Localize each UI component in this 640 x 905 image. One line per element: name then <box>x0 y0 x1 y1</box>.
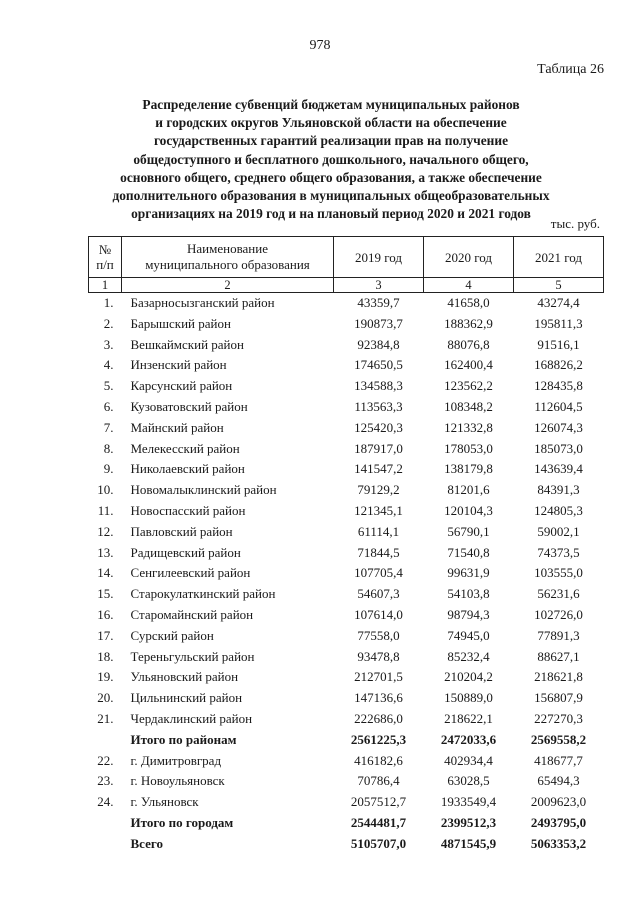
table-label: Таблица 26 <box>537 62 604 77</box>
row-number: 5. <box>103 378 114 394</box>
row-name: Новоспасский район <box>130 502 246 518</box>
row-number: 21. <box>97 710 114 726</box>
row-number: 23. <box>97 773 114 789</box>
row-name: Старокулаткинский район <box>130 586 276 602</box>
value-2021: 84391,3 <box>537 482 580 498</box>
value-2021: 103555,0 <box>534 565 583 581</box>
row-name: Майнский район <box>130 419 224 435</box>
value-2019: 70786,4 <box>357 773 400 789</box>
table-row <box>89 771 604 792</box>
value-2021: 227270,3 <box>534 710 583 726</box>
value-2019: 54607,3 <box>357 586 400 602</box>
value-2019: 77558,0 <box>357 627 400 643</box>
table-row <box>89 480 604 501</box>
value-2019: 43359,7 <box>357 295 400 310</box>
header-2020: 2020 год <box>424 237 514 278</box>
value-2020: 188362,9 <box>444 315 493 331</box>
value-2019: 79129,2 <box>357 482 400 498</box>
row-number <box>89 834 122 855</box>
value-2020: 162400,4 <box>444 357 493 373</box>
value-2021: 124805,3 <box>534 502 583 518</box>
value-2019: 107705,4 <box>354 565 403 581</box>
value-2021: 143639,4 <box>534 461 583 477</box>
value-2020: 81201,6 <box>447 482 490 498</box>
value-2021: 128435,8 <box>534 378 583 394</box>
row-number: 9. <box>103 461 114 477</box>
header-2021: 2021 год <box>514 237 604 278</box>
row-name: Мелекесский район <box>130 440 240 456</box>
table-body <box>89 293 604 855</box>
row-name: Чердаклинский район <box>130 710 253 726</box>
row-name: Павловский район <box>130 523 233 539</box>
title-line: общедоступного и бесплатного дошкольного, начального общего, <box>133 151 529 167</box>
table-row <box>89 563 604 584</box>
table-row <box>89 688 604 709</box>
header-2019: 2019 год <box>334 237 424 278</box>
table-row <box>89 418 604 439</box>
document-title <box>100 96 562 223</box>
value-2020: 99631,9 <box>447 565 490 581</box>
column-index: 3 <box>334 278 424 293</box>
value-2020: 85232,4 <box>447 648 490 664</box>
value-2021: 43274,4 <box>537 295 580 310</box>
value-2020: 63028,5 <box>447 773 490 789</box>
total-row <box>89 813 604 834</box>
row-number: 3. <box>103 336 114 352</box>
value-2020: 210204,2 <box>444 669 493 685</box>
value-2020: 120104,3 <box>444 502 493 518</box>
value-2020: 56790,1 <box>447 523 490 539</box>
subventions-table <box>88 236 604 855</box>
row-name: Сенгилеевский район <box>130 565 251 581</box>
row-name: Старомайнский район <box>130 606 254 622</box>
value-2020: 71540,8 <box>447 544 490 560</box>
value-2019: 416182,6 <box>354 752 403 768</box>
column-index: 2 <box>122 278 334 293</box>
value-2020: 123562,2 <box>444 378 493 394</box>
row-number: 6. <box>103 398 114 414</box>
row-name: Инзенский район <box>130 357 227 373</box>
value-2020: 178053,0 <box>444 440 493 456</box>
value-2019: 190873,7 <box>354 315 403 331</box>
row-number: 18. <box>97 648 114 664</box>
row-name: Николаевский район <box>130 461 245 477</box>
title-line: основного общего, среднего общего образования, а также обеспечение <box>120 169 542 185</box>
value-2019: 5105707,0 <box>350 835 407 851</box>
value-2020: 98794,3 <box>447 606 490 622</box>
row-number: 4. <box>103 357 114 373</box>
table-row <box>89 584 604 605</box>
value-2019: 107614,0 <box>354 606 403 622</box>
column-index: 5 <box>514 278 604 293</box>
value-2021: 59002,1 <box>537 523 580 539</box>
row-name: Кузоватовский район <box>130 398 248 414</box>
value-2021: 168826,2 <box>534 357 583 373</box>
value-2019: 134588,3 <box>354 378 403 394</box>
row-name: г. Димитровград <box>130 752 222 768</box>
table-row <box>89 667 604 688</box>
title-line: государственных гарантий реализации прав на получение <box>153 133 509 149</box>
row-number: 10. <box>97 482 114 498</box>
title-line: и городских округов Ульяновской области на обеспечение <box>155 115 507 131</box>
value-2020: 108348,2 <box>444 398 493 414</box>
column-index-row <box>89 278 604 293</box>
row-name: г. Ульяновск <box>130 794 199 810</box>
value-2019: 93478,8 <box>357 648 400 664</box>
row-number <box>89 730 122 751</box>
value-2020: 150889,0 <box>444 690 493 706</box>
row-number: 20. <box>97 690 114 706</box>
row-number: 7. <box>103 419 114 435</box>
row-number: 16. <box>97 606 114 622</box>
total-row <box>89 730 604 751</box>
row-name: Итого по районам <box>130 731 237 747</box>
row-number: 11. <box>97 502 114 518</box>
value-2021: 77891,3 <box>537 627 580 643</box>
row-number: 8. <box>103 440 114 456</box>
value-2019: 2544481,7 <box>350 814 407 830</box>
table-row <box>89 605 604 626</box>
value-2019: 2561225,3 <box>350 731 407 747</box>
value-2020: 74945,0 <box>447 627 490 643</box>
value-2019: 2057512,7 <box>350 794 407 810</box>
total-row <box>89 834 604 855</box>
value-2020: 41658,0 <box>447 295 490 310</box>
value-2020: 4871545,9 <box>440 835 497 851</box>
title-line: Распределение субвенций бюджетам муниципальных районов <box>142 97 520 112</box>
table-row <box>89 501 604 522</box>
value-2019: 61114,1 <box>357 523 400 539</box>
value-2020: 138179,8 <box>444 461 493 477</box>
row-number: 14. <box>97 565 114 581</box>
value-2019: 212701,5 <box>354 669 403 685</box>
value-2021: 112604,5 <box>534 398 583 414</box>
value-2021: 88627,1 <box>537 648 580 664</box>
value-2021: 218621,8 <box>534 669 583 685</box>
value-2020: 1933549,4 <box>440 794 497 810</box>
header-name <box>122 237 334 278</box>
row-name: Базарносызганский район <box>130 295 275 310</box>
column-index: 1 <box>89 278 122 293</box>
header-num-line: п/п <box>96 257 114 272</box>
table-row <box>89 647 604 668</box>
row-name: Новомалыклинский район <box>130 482 277 498</box>
row-name: Сурский район <box>130 627 214 643</box>
table-row <box>89 751 604 772</box>
table-row <box>89 293 604 314</box>
table-row <box>89 459 604 480</box>
value-2019: 147136,6 <box>354 690 403 706</box>
row-number: 15. <box>97 586 114 602</box>
row-number: 2. <box>103 315 114 331</box>
row-name: Ульяновский район <box>130 669 239 685</box>
value-2021: 418677,7 <box>534 752 583 768</box>
value-2020: 2472033,6 <box>440 731 497 747</box>
table-row <box>89 709 604 730</box>
row-name: Тереньгульский район <box>130 648 255 664</box>
row-name: Цильнинский район <box>130 690 243 706</box>
row-number: 24. <box>97 794 114 810</box>
table-row <box>89 397 604 418</box>
table-row <box>89 314 604 335</box>
value-2020: 121332,8 <box>444 419 493 435</box>
header-row <box>89 237 604 278</box>
value-2020: 88076,8 <box>447 336 490 352</box>
header-name-line: Наименование <box>187 241 268 256</box>
units-label: тыс. руб. <box>550 216 600 231</box>
row-number: 12. <box>97 523 114 539</box>
table-row <box>89 439 604 460</box>
table-row <box>89 626 604 647</box>
value-2021: 2493795,0 <box>530 814 587 830</box>
table-row <box>89 376 604 397</box>
value-2021: 74373,5 <box>537 544 580 560</box>
value-2021: 91516,1 <box>537 336 580 352</box>
column-index: 4 <box>424 278 514 293</box>
value-2021: 195811,3 <box>534 315 583 331</box>
title-line: организациях на 2019 год и на плановый период 2020 и 2021 годов <box>131 206 531 222</box>
row-number: 17. <box>97 627 114 643</box>
value-2020: 402934,4 <box>444 752 493 768</box>
row-number: 1. <box>103 295 114 310</box>
value-2019: 222686,0 <box>354 710 403 726</box>
value-2021: 2569558,2 <box>530 731 587 747</box>
value-2020: 2399512,3 <box>440 814 497 830</box>
row-number <box>89 813 122 834</box>
title-line: дополнительного образования в муниципальных общеобразовательных <box>112 188 550 204</box>
table-row <box>89 792 604 813</box>
row-name: г. Новоульяновск <box>130 773 225 789</box>
header-num <box>89 237 122 278</box>
row-name: Всего <box>130 835 163 851</box>
value-2019: 187917,0 <box>354 440 403 456</box>
page-number: 978 <box>309 38 331 53</box>
value-2020: 54103,8 <box>447 586 490 602</box>
value-2019: 125420,3 <box>354 419 403 435</box>
table-row <box>89 543 604 564</box>
table-row <box>89 335 604 356</box>
value-2021: 126074,3 <box>534 419 583 435</box>
value-2020: 218622,1 <box>444 710 493 726</box>
row-number: 19. <box>97 669 114 685</box>
value-2019: 71844,5 <box>357 544 400 560</box>
value-2021: 2009623,0 <box>530 794 587 810</box>
value-2021: 56231,6 <box>537 586 580 602</box>
row-name: Итого по городам <box>130 814 234 830</box>
value-2019: 121345,1 <box>354 502 403 518</box>
value-2019: 174650,5 <box>354 357 403 373</box>
row-number: 22. <box>97 752 114 768</box>
header-name-line: муниципального образования <box>145 257 310 272</box>
table-row <box>89 522 604 543</box>
row-name: Барышский район <box>130 315 231 331</box>
table-row <box>89 355 604 376</box>
value-2019: 92384,8 <box>357 336 400 352</box>
value-2021: 102726,0 <box>534 606 583 622</box>
value-2021: 5063353,2 <box>530 835 587 851</box>
value-2021: 156807,9 <box>534 690 583 706</box>
row-number: 13. <box>97 544 114 560</box>
row-name: Радищевский район <box>130 544 241 560</box>
value-2021: 65494,3 <box>537 773 580 789</box>
value-2019: 113563,3 <box>354 398 403 414</box>
value-2021: 185073,0 <box>534 440 583 456</box>
header-num-line: № <box>98 242 112 257</box>
row-name: Карсунский район <box>130 378 233 394</box>
row-name: Вешкаймский район <box>130 336 244 352</box>
value-2019: 141547,2 <box>354 461 403 477</box>
